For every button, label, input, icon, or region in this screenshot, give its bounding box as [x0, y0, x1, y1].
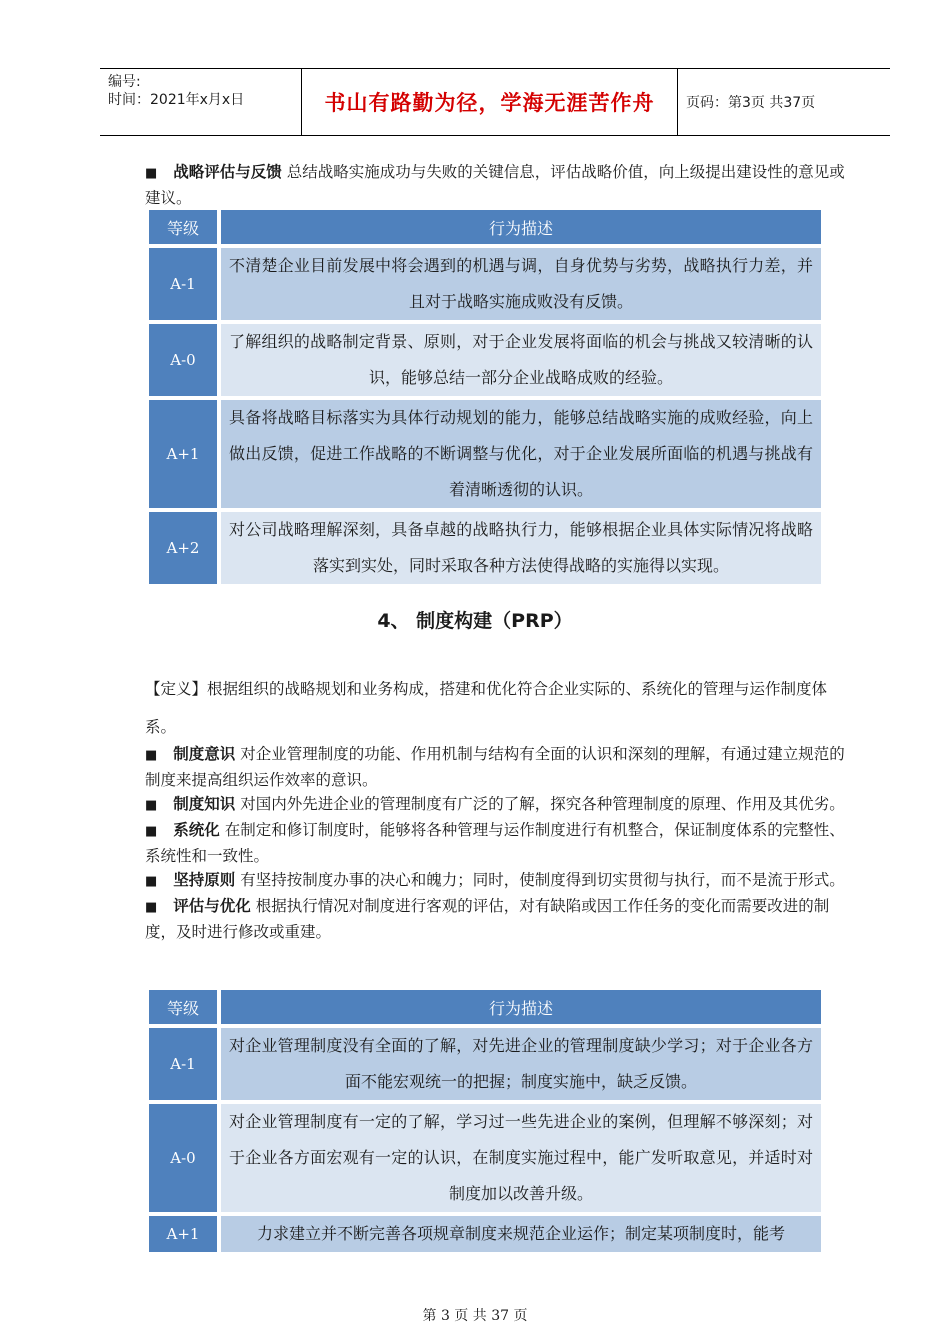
item-title: 制度意识 [173, 744, 236, 763]
item-text: 总结战略实施成功与失败的关键信息，评估战略价值，向上级提出建设性的意见或建议。 [145, 163, 845, 207]
item-text: 对企业管理制度的功能、作用机制与结构有全面的认识和深刻的理解，有通过建立规范的制度来提高组织运作效率的意识。 [145, 745, 845, 789]
item-title: 战略评估与反馈 [173, 162, 282, 181]
description-cell: 不清楚企业目前发展中将会遇到的机遇与调，自身优势与劣势，战略执行力差，并且对于战略实施成败没有反馈。 [221, 248, 821, 320]
level-cell: A+1 [149, 400, 217, 508]
description-cell: 力求建立并不断完善各项规章制度来规范企业运作；制定某项制度时，能考 [221, 1216, 821, 1252]
header-level: 等级 [149, 210, 217, 244]
description-cell: 对企业管理制度有一定的了解，学习过一些先进企业的案例，但理解不够深刻；对于企业各方面宏观有一定的认识，在制度实施过程中，能广发听取意见，并适时对制度加以改善升级。 [221, 1104, 821, 1212]
page-header [100, 68, 890, 136]
header-page-number: 页码：第3页 共37页 [686, 95, 816, 111]
header-motto: 书山有路勤为径，学海无涯苦作舟 [302, 69, 678, 135]
definition-text: 【定义】根据组织的战略规划和业务构成，搭建和优化符合企业实际的、系统化的管理与运作制度体系。 [145, 680, 828, 736]
level-cell: A-0 [149, 1104, 217, 1212]
item-list [145, 742, 850, 944]
square-bullet-icon: ■ [145, 748, 158, 763]
table-header-row [149, 210, 821, 244]
header-meta [100, 69, 302, 135]
item-title: 坚持原则 [173, 870, 236, 889]
table-row [149, 1028, 821, 1100]
item-title: 评估与优化 [173, 896, 251, 915]
table-row [149, 1104, 821, 1212]
item-text: 有坚持按制度办事的决心和魄力；同时，使制度得到切实贯彻与执行，而不是流于形式。 [240, 871, 845, 889]
description-cell: 对企业管理制度没有全面的了解，对先进企业的管理制度缺少学习；对于企业各方面不能宏观统一的把握；制度实施中，缺乏反馈。 [221, 1028, 821, 1100]
header-level: 等级 [149, 990, 217, 1024]
level-cell: A-1 [149, 248, 217, 320]
item-title: 制度知识 [173, 794, 236, 813]
table-row [149, 1216, 821, 1252]
table-header-row [149, 990, 821, 1024]
square-bullet-icon: ■ [145, 900, 158, 915]
code-label: 编号: [108, 74, 141, 90]
item-title: 系统化 [173, 820, 220, 839]
description-cell: 具备将战略目标落实为具体行动规划的能力，能够总结战略实施的成败经验，向上做出反馈，促进工作战略的不断调整与优化，对于企业发展所面临的机遇与挑战有着清晰透彻的认识。 [221, 400, 821, 508]
level-cell: A+2 [149, 512, 217, 584]
page-footer: 第 3 页 共 37 页 [422, 1308, 528, 1324]
list-item [145, 894, 850, 944]
list-item [145, 792, 850, 818]
item-text: 在制定和修订制度时，能够将各种管理与运作制度进行有机整合，保证制度体系的完整性、系统性和一致性。 [145, 821, 845, 865]
header-description: 行为描述 [221, 210, 821, 244]
header-description: 行为描述 [221, 990, 821, 1024]
square-bullet-icon: ■ [145, 824, 158, 839]
square-bullet-icon: ■ [145, 874, 158, 889]
description-cell: 对公司战略理解深刻，具备卓越的战略执行力，能够根据企业具体实际情况将战略落实到实处，同时采取各种方法使得战略的实施得以实现。 [221, 512, 821, 584]
level-cell: A-1 [149, 1028, 217, 1100]
item-text: 根据执行情况对制度进行客观的评估，对有缺陷或因工作任务的变化而需要改进的制度，及时进行修改或重建。 [145, 897, 830, 941]
description-cell: 了解组织的战略制定背景、原则，对于企业发展将面临的机会与挑战又较清晰的认识，能够总结一部分企业战略成败的经验。 [221, 324, 821, 396]
level-cell: A+1 [149, 1216, 217, 1252]
table-row [149, 248, 821, 320]
level-cell: A-0 [149, 324, 217, 396]
behavior-table-1 [145, 206, 825, 588]
square-bullet-icon: ■ [145, 166, 158, 181]
table-row [149, 512, 821, 584]
list-item [145, 868, 850, 894]
square-bullet-icon: ■ [145, 798, 158, 813]
time-label: 时间：2021年x月x日 [108, 92, 245, 108]
list-item [145, 742, 850, 792]
section-title: 4、 制度构建（PRP） [377, 610, 573, 632]
behavior-table-2 [145, 986, 825, 1256]
table-row [149, 324, 821, 396]
table-row [149, 400, 821, 508]
item-text: 对国内外先进企业的管理制度有广泛的了解，探究各种管理制度的原理、作用及其优劣。 [240, 795, 845, 813]
list-item [145, 818, 850, 868]
intro-item [145, 160, 850, 210]
